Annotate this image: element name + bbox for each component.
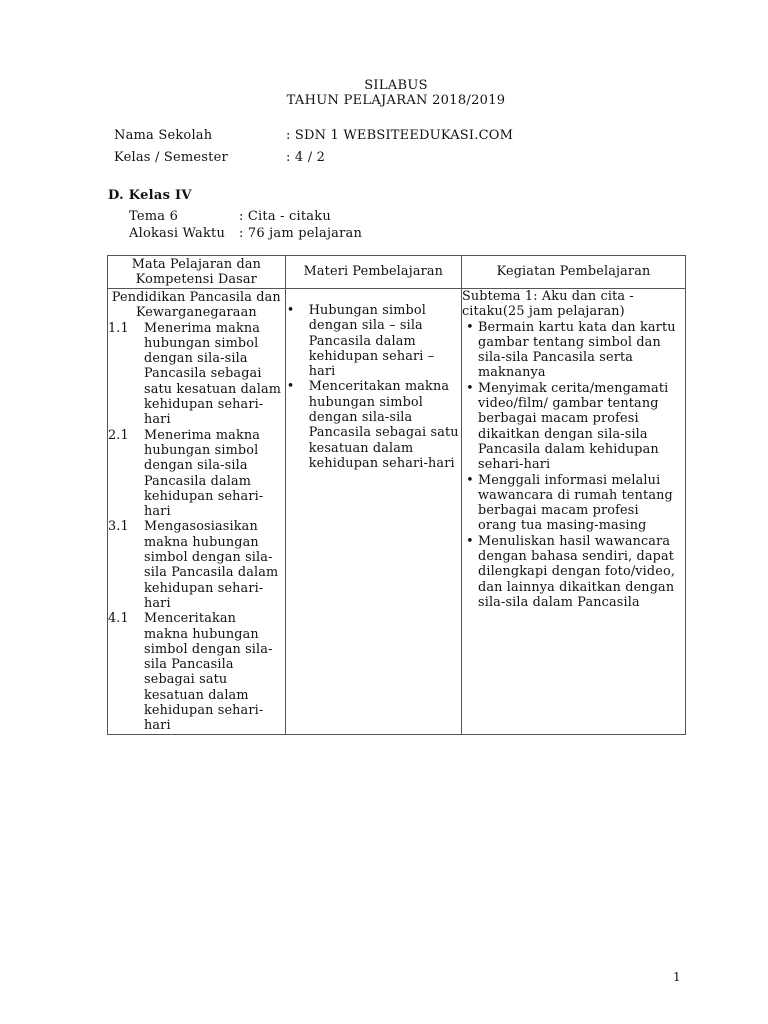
page-number: 1 [673, 970, 681, 984]
kd-item [108, 611, 285, 733]
materi-cell [285, 289, 461, 735]
kegiatan-cell [461, 289, 685, 735]
list-item [286, 303, 461, 379]
subtema-heading: Subtema 1: Aku dan cita - citaku(25 jam pelajaran) [461, 289, 634, 320]
alokasi-label: Alokasi Waktu [129, 226, 226, 241]
table-header-row [108, 256, 686, 289]
kd-text: Menerima makna hubungan simbol dengan sila-sila Pancasila dalam kehidupan sehari-hari [144, 427, 264, 520]
school-value: : SDN 1 WEBSITEEDUKASI.COM [286, 128, 514, 143]
kd-text: Menerima makna hubungan simbol dengan sila-sila Pancasila sebagai satu kesatuan dalam kehidupan sehari-hari [144, 320, 282, 428]
kd-item [108, 428, 285, 520]
class-row [114, 150, 325, 165]
materi-text: Menceritakan makna hubungan simbol dengan sila-sila Pancasila sebagai satu kesatuan dalam kehidupan sehari-hari [308, 379, 459, 471]
tema-row [129, 209, 331, 224]
materi-text: Hubungan simbol dengan sila – sila Pancasila dalam kehidupan sehari – hari [308, 303, 435, 380]
class-value: : 4 / 2 [286, 150, 326, 165]
kegiatan-text: Menggali informasi melalui wawancara di rumah tentang berbagai macam profesi orang tua masing-masing [477, 472, 673, 534]
bullet-icon: • [466, 533, 474, 549]
bullet-icon: • [286, 379, 295, 395]
kompetensi-cell [108, 289, 286, 735]
kd-item [108, 321, 285, 428]
school-label: Nama Sekolah [114, 128, 213, 143]
kegiatan-text: Bermain kartu kata dan kartu gambar tentang simbol dan sila-sila Pancasila serta maknanya [477, 319, 676, 381]
kd-number: 1.1 [108, 320, 129, 336]
class-label: Kelas / Semester [114, 150, 228, 165]
document-subtitle: TAHUN PELAJARAN 2018/2019 [286, 93, 506, 108]
subject-name: Pendidikan Pancasila dan Kewarganegaraan [111, 290, 281, 321]
list-item [462, 534, 685, 610]
kd-number: 3.1 [108, 519, 129, 535]
document-title: SILABUS [364, 78, 428, 93]
bullet-icon: • [466, 380, 474, 396]
kd-text: Mengasosiasikan makna hubungan simbol dengan sila-sila Pancasila dalam kehidupan sehari-hari [144, 519, 279, 611]
kd-text: Menceritakan makna hubungan simbol dengan sila-sila Pancasila sebagai satu kesatuan dalam kehidupan sehari-hari [144, 611, 273, 734]
kegiatan-list [462, 320, 685, 611]
list-item [462, 320, 685, 381]
tema-label: Tema 6 [129, 209, 179, 224]
school-row [114, 128, 513, 143]
kd-number: 4.1 [108, 611, 129, 627]
list-item [462, 381, 685, 473]
list-item [286, 379, 461, 471]
alokasi-row [129, 226, 362, 241]
header-materi: Materi Pembelajaran [285, 256, 461, 289]
kegiatan-text: Menyimak cerita/mengamati video/film/ gambar tentang berbagai macam profesi dikaitkan dengan sila-sila Pancasila dalam kehidupan sehari-hari [477, 380, 669, 473]
alokasi-value: : 76 jam pelajaran [239, 226, 363, 241]
header-kegiatan: Kegiatan Pembelajaran [461, 256, 685, 289]
materi-list [286, 303, 461, 471]
list-item [462, 473, 685, 534]
tema-value: : Cita - citaku [239, 209, 331, 224]
table-row [108, 289, 686, 735]
kd-item [108, 519, 285, 611]
kegiatan-text: Menuliskan hasil wawancara dengan bahasa sendiri, dapat dilengkapi dengan foto/video, dan lainnya dikaitkan dengan sila-sila dalam Pancasila [477, 533, 676, 610]
kd-number: 2.1 [108, 427, 129, 443]
header-kompetensi: Mata Pelajaran dan Kompetensi Dasar [108, 256, 286, 289]
bullet-icon: • [286, 303, 295, 318]
syllabus-table [107, 255, 686, 735]
bullet-icon: • [466, 472, 474, 488]
section-heading: D. Kelas IV [108, 188, 192, 203]
bullet-icon: • [466, 319, 474, 335]
